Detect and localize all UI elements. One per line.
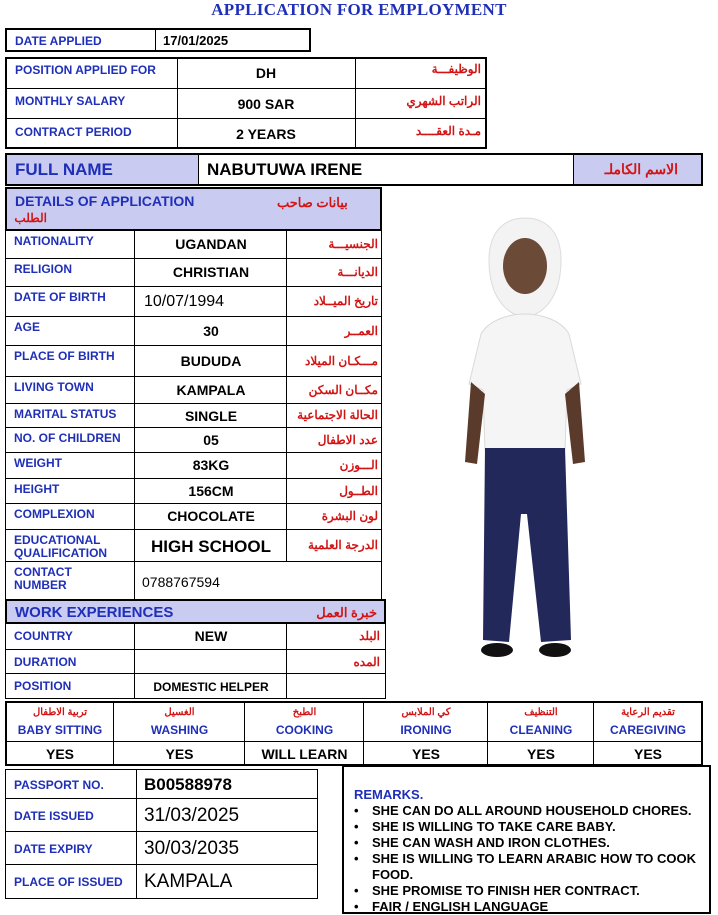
skill-column xyxy=(7,703,113,764)
divider xyxy=(286,674,287,699)
detail-label-ar: الطــول xyxy=(339,483,378,498)
detail-label-ar: تاريخ الميــلاد xyxy=(313,294,378,308)
full-name-ar-cell xyxy=(573,155,701,184)
divider xyxy=(286,287,287,317)
divider xyxy=(286,346,287,377)
work-label: POSITION xyxy=(14,679,72,693)
contract-label: CONTRACT PERIOD xyxy=(15,125,132,139)
passport-value: 30/03/2035 xyxy=(144,837,240,859)
detail-row xyxy=(5,317,382,346)
detail-label-ar: الحالة الاجتماعية xyxy=(297,408,378,422)
detail-row xyxy=(5,404,382,428)
detail-value: 156CM xyxy=(188,483,234,499)
detail-label-ar: مـــكـان الميلاد xyxy=(305,353,378,368)
divider xyxy=(355,59,356,89)
divider xyxy=(286,404,287,428)
skill-column xyxy=(593,703,701,764)
detail-label xyxy=(14,457,134,470)
full-name-value: NABUTUWA IRENE xyxy=(207,160,363,179)
passport-label: PLACE OF ISSUED xyxy=(14,875,123,889)
divider xyxy=(134,650,135,674)
detail-row xyxy=(5,530,382,562)
detail-label xyxy=(14,291,134,304)
skill-column xyxy=(113,703,244,764)
remark-item: • SHE IS WILLING TO TAKE CARE BABY. xyxy=(354,819,704,835)
detail-label xyxy=(14,432,134,445)
remarks-title: REMARKS. xyxy=(354,787,424,802)
divider xyxy=(114,741,245,742)
detail-label-ar: عدد الاطفال xyxy=(317,432,378,447)
divider xyxy=(286,428,287,453)
date-applied-box xyxy=(5,28,311,52)
detail-label-line: CONTACT xyxy=(14,565,72,579)
detail-value: 30 xyxy=(203,322,219,339)
passport-label: DATE EXPIRY xyxy=(14,841,93,856)
detail-label xyxy=(14,235,134,248)
contract-label-ar: مـدة العقــــد xyxy=(415,124,481,138)
details-header-ar: بيانات صاحب xyxy=(277,195,348,210)
detail-label xyxy=(14,408,134,421)
work-header-label: WORK EXPERIENCES xyxy=(15,604,174,621)
right-shoe-shape xyxy=(539,643,571,657)
work-label: DURATION xyxy=(14,655,77,669)
work-value: DOMESTIC HELPER xyxy=(153,680,269,694)
divider xyxy=(286,650,287,674)
passport-label: DATE ISSUED xyxy=(14,808,94,823)
work-label-ar: المده xyxy=(353,655,380,669)
full-name-box xyxy=(5,153,703,186)
passport-value: 31/03/2025 xyxy=(144,804,240,826)
detail-row xyxy=(5,377,382,404)
remark-item: • FAIR / ENGLISH LANGUAGE xyxy=(354,899,704,915)
detail-label xyxy=(14,321,134,334)
detail-value: SINGLE xyxy=(184,408,238,424)
passport-table xyxy=(5,769,318,901)
detail-label-line: MARITAL STATUS xyxy=(14,407,117,421)
detail-value: 83KG xyxy=(192,457,230,473)
detail-row xyxy=(5,346,382,377)
skill-column xyxy=(487,703,593,764)
position-row xyxy=(7,59,485,89)
contract-row xyxy=(7,119,485,147)
detail-value: BUDUDA xyxy=(180,352,242,369)
skill-label-ar: التنظيف xyxy=(524,707,558,718)
remark-item: • SHE CAN WASH AND IRON CLOTHES. xyxy=(354,835,704,851)
detail-label-ar: لون البشرة xyxy=(321,509,378,523)
detail-label xyxy=(14,566,134,592)
detail-row xyxy=(5,479,382,504)
work-header-ar: خبرة العمل xyxy=(316,605,377,620)
detail-label-line-2: QUALIFICATION xyxy=(14,546,108,560)
divider xyxy=(7,741,113,742)
work-value: NEW xyxy=(194,628,228,644)
full-name-label-cell xyxy=(7,155,199,184)
detail-label-line: NO. OF CHILDREN xyxy=(14,431,121,445)
passport-value: KAMPALA xyxy=(144,871,233,892)
detail-label xyxy=(14,534,134,560)
detail-label xyxy=(14,381,134,394)
salary-row xyxy=(7,89,485,119)
detail-label-ar: مكــان السكن xyxy=(308,382,378,397)
detail-label-line: LIVING TOWN xyxy=(14,380,94,394)
divider xyxy=(136,770,137,800)
detail-value: KAMPALA xyxy=(176,381,246,398)
detail-value: HIGH SCHOOL xyxy=(151,537,271,556)
divider xyxy=(286,504,287,530)
divider xyxy=(594,741,702,742)
left-shoe-shape xyxy=(481,643,513,657)
passport-row xyxy=(5,832,318,865)
divider xyxy=(364,741,488,742)
skills-table xyxy=(5,701,703,766)
detail-value: 10/07/1994 xyxy=(144,293,225,310)
detail-label xyxy=(14,508,134,521)
detail-label-ar: الديانـــة xyxy=(337,265,378,279)
detail-label-line: WEIGHT xyxy=(14,456,62,470)
date-applied-label: DATE APPLIED xyxy=(15,34,102,48)
contract-value: 2 YEARS xyxy=(236,126,296,142)
detail-label-line: RELIGION xyxy=(14,262,73,276)
detail-row xyxy=(5,259,382,287)
detail-value: CHRISTIAN xyxy=(172,264,250,280)
detail-value: 05 xyxy=(203,432,219,448)
detail-row xyxy=(5,453,382,479)
divider xyxy=(136,832,137,865)
passport-label: PASSPORT NO. xyxy=(14,778,104,792)
left-arm-shape xyxy=(465,382,485,464)
applicant-photo xyxy=(455,214,595,666)
work-label-ar: البلد xyxy=(359,629,380,643)
divider xyxy=(136,865,137,899)
divider xyxy=(488,741,594,742)
skill-label-ar: الطبخ xyxy=(292,707,317,718)
divider xyxy=(134,287,135,317)
detail-label-ar: العمــر xyxy=(344,323,378,338)
full-name-label: FULL NAME xyxy=(15,160,113,179)
divider xyxy=(155,30,156,50)
remark-item: • SHE PROMISE TO FINISH HER CONTRACT. xyxy=(354,883,704,899)
work-row xyxy=(5,650,386,674)
work-label: COUNTRY xyxy=(14,629,73,643)
skill-label: COOKING xyxy=(275,723,334,737)
divider xyxy=(286,259,287,287)
right-arm-shape xyxy=(565,382,585,464)
detail-label xyxy=(14,263,134,276)
salary-label-ar: الراتب الشهري xyxy=(406,94,481,108)
skill-label: IRONING xyxy=(400,723,452,737)
date-applied-value: 17/01/2025 xyxy=(163,33,229,48)
full-name-label-ar: الاسم الكاملـ xyxy=(604,161,678,177)
detail-label-line: DATE OF BIRTH xyxy=(14,290,106,304)
position-label-ar: الوظيفـــة xyxy=(431,62,481,76)
remarks-box xyxy=(342,765,711,914)
detail-label-ar: الدرجة العلمية xyxy=(307,538,378,552)
skill-value: YES xyxy=(633,746,662,762)
skill-label-ar: تقديم الرعاية xyxy=(621,707,675,718)
detail-value: UGANDAN xyxy=(175,236,247,252)
skill-label: CAREGIVING xyxy=(609,723,686,737)
detail-label-line: HEIGHT xyxy=(14,482,60,496)
divider xyxy=(286,530,287,562)
detail-label-ar: الجنسيـــة xyxy=(328,237,378,251)
face-shape xyxy=(503,238,547,294)
details-header-label: DETAILS OF APPLICATION xyxy=(15,193,195,209)
work-row xyxy=(5,624,386,650)
skill-value: YES xyxy=(411,746,440,762)
passport-row xyxy=(5,799,318,832)
trousers-shape xyxy=(483,448,571,642)
detail-label-line: AGE xyxy=(14,320,41,334)
divider xyxy=(286,231,287,259)
detail-label xyxy=(14,483,134,496)
remark-item: • SHE CAN DO ALL AROUND HOUSEHOLD CHORES. xyxy=(354,803,704,819)
skill-column xyxy=(244,703,363,764)
detail-value: 0788767594 xyxy=(142,573,220,590)
shirt-shape xyxy=(469,314,581,450)
page-title: APPLICATION FOR EMPLOYMENT xyxy=(211,0,507,19)
remark-item: • SHE IS WILLING TO LEARN ARABIC HOW TO COOK FOOD. xyxy=(354,851,704,883)
passport-row xyxy=(5,769,318,799)
skill-label-ar: الغسيل xyxy=(164,707,195,718)
skill-label: CLEANING xyxy=(509,723,573,737)
skill-label: WASHING xyxy=(150,723,209,737)
skill-label-ar: كي الملابس xyxy=(401,707,451,718)
detail-row xyxy=(5,562,382,601)
detail-value: CHOCOLATE xyxy=(167,508,255,524)
divider xyxy=(355,89,356,119)
skill-label: BABY SITTING xyxy=(17,723,103,737)
position-label: POSITION APPLIED FOR xyxy=(15,63,156,77)
details-header-ar-2: الطلب xyxy=(14,211,47,225)
divider xyxy=(245,741,364,742)
salary-label: MONTHLY SALARY xyxy=(15,94,126,108)
work-row xyxy=(5,674,386,699)
position-value: DH xyxy=(255,65,277,81)
detail-label-line: COMPLEXION xyxy=(14,507,95,521)
divider xyxy=(286,317,287,346)
detail-row xyxy=(5,428,382,453)
salary-value: 900 SAR xyxy=(237,96,295,112)
detail-row xyxy=(5,504,382,530)
divider xyxy=(134,562,135,601)
detail-label-line: NATIONALITY xyxy=(14,234,94,248)
skill-value: YES xyxy=(45,746,74,762)
skill-value: WILL LEARN xyxy=(261,746,348,762)
skill-column xyxy=(363,703,487,764)
detail-label-line-2: NUMBER xyxy=(14,578,67,592)
work-header xyxy=(5,599,386,624)
divider xyxy=(286,624,287,650)
divider xyxy=(136,799,137,832)
divider xyxy=(286,479,287,504)
skill-value: YES xyxy=(165,746,194,762)
detail-label xyxy=(14,350,134,363)
passport-value: B00588978 xyxy=(144,775,232,794)
passport-row xyxy=(5,865,318,899)
detail-row xyxy=(5,231,382,259)
skill-label-ar: تربية الاطفال xyxy=(32,707,88,718)
detail-label-line: PLACE OF BIRTH xyxy=(14,349,115,363)
details-header xyxy=(5,187,382,231)
divider xyxy=(286,453,287,479)
detail-label-line: EDUCATIONAL xyxy=(14,533,101,547)
position-box xyxy=(5,57,487,149)
detail-label-ar: الـــوزن xyxy=(339,458,378,472)
divider xyxy=(286,377,287,404)
remarks-list xyxy=(344,803,704,915)
detail-row xyxy=(5,287,382,317)
skill-value: YES xyxy=(526,746,555,762)
divider xyxy=(355,119,356,147)
